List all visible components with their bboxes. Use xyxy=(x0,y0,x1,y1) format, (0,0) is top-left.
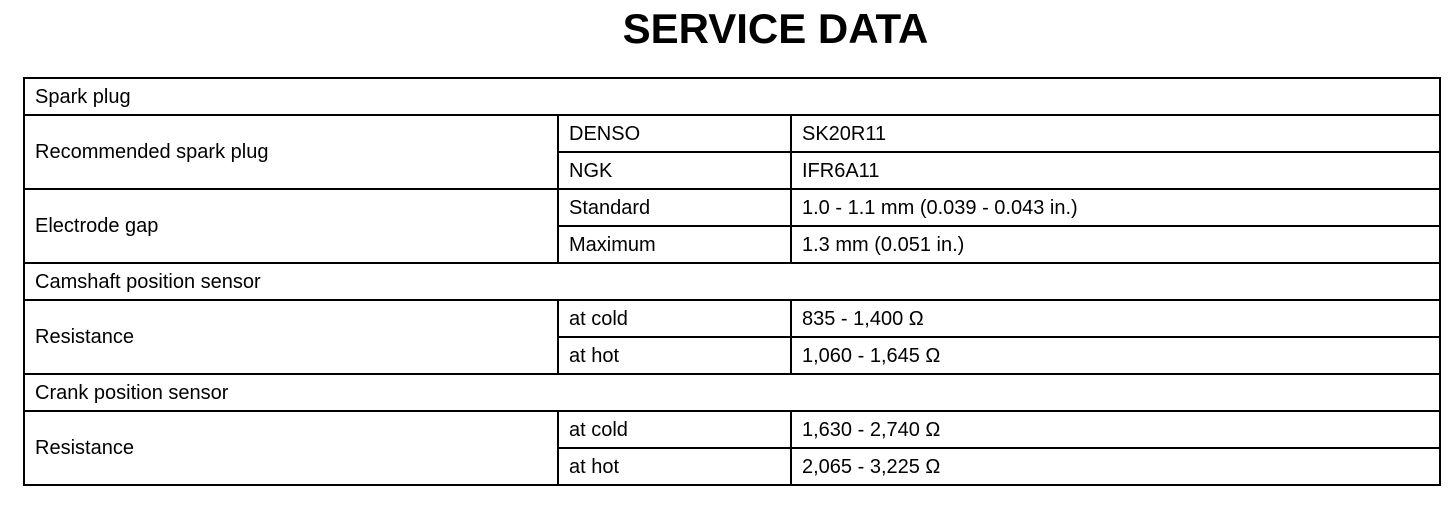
value-cell: 1,630 - 2,740 Ω xyxy=(791,411,1440,448)
item-label-electrode-gap: Electrode gap xyxy=(24,189,558,263)
value-cell: 1.0 - 1.1 mm (0.039 - 0.043 in.) xyxy=(791,189,1440,226)
section-header-row xyxy=(24,374,1440,411)
table-row xyxy=(24,115,1440,152)
section-heading-camshaft-position-sensor: Camshaft position sensor xyxy=(24,263,1440,300)
condition-cell: at cold xyxy=(558,411,791,448)
section-heading-crank-position-sensor: Crank position sensor xyxy=(24,374,1440,411)
condition-cell: Standard xyxy=(558,189,791,226)
value-cell: IFR6A11 xyxy=(791,152,1440,189)
condition-cell: at hot xyxy=(558,448,791,485)
item-label-resistance: Resistance xyxy=(24,300,558,374)
value-cell: SK20R11 xyxy=(791,115,1440,152)
condition-cell: at hot xyxy=(558,337,791,374)
service-data-table xyxy=(23,77,1441,486)
page-title: SERVICE DATA xyxy=(622,5,929,52)
value-cell: 1.3 mm (0.051 in.) xyxy=(791,226,1440,263)
section-header-row xyxy=(24,263,1440,300)
item-label-resistance: Resistance xyxy=(24,411,558,485)
condition-cell: at cold xyxy=(558,300,791,337)
table-row xyxy=(24,300,1440,337)
value-cell: 1,060 - 1,645 Ω xyxy=(791,337,1440,374)
condition-cell: Maximum xyxy=(558,226,791,263)
section-header-row xyxy=(24,78,1440,115)
value-cell: 2,065 - 3,225 Ω xyxy=(791,448,1440,485)
table-row xyxy=(24,411,1440,448)
condition-cell: DENSO xyxy=(558,115,791,152)
condition-cell: NGK xyxy=(558,152,791,189)
table-row xyxy=(24,189,1440,226)
item-label-recommended-spark-plug: Recommended spark plug xyxy=(24,115,558,189)
value-cell: 835 - 1,400 Ω xyxy=(791,300,1440,337)
section-heading-spark-plug: Spark plug xyxy=(24,78,1440,115)
